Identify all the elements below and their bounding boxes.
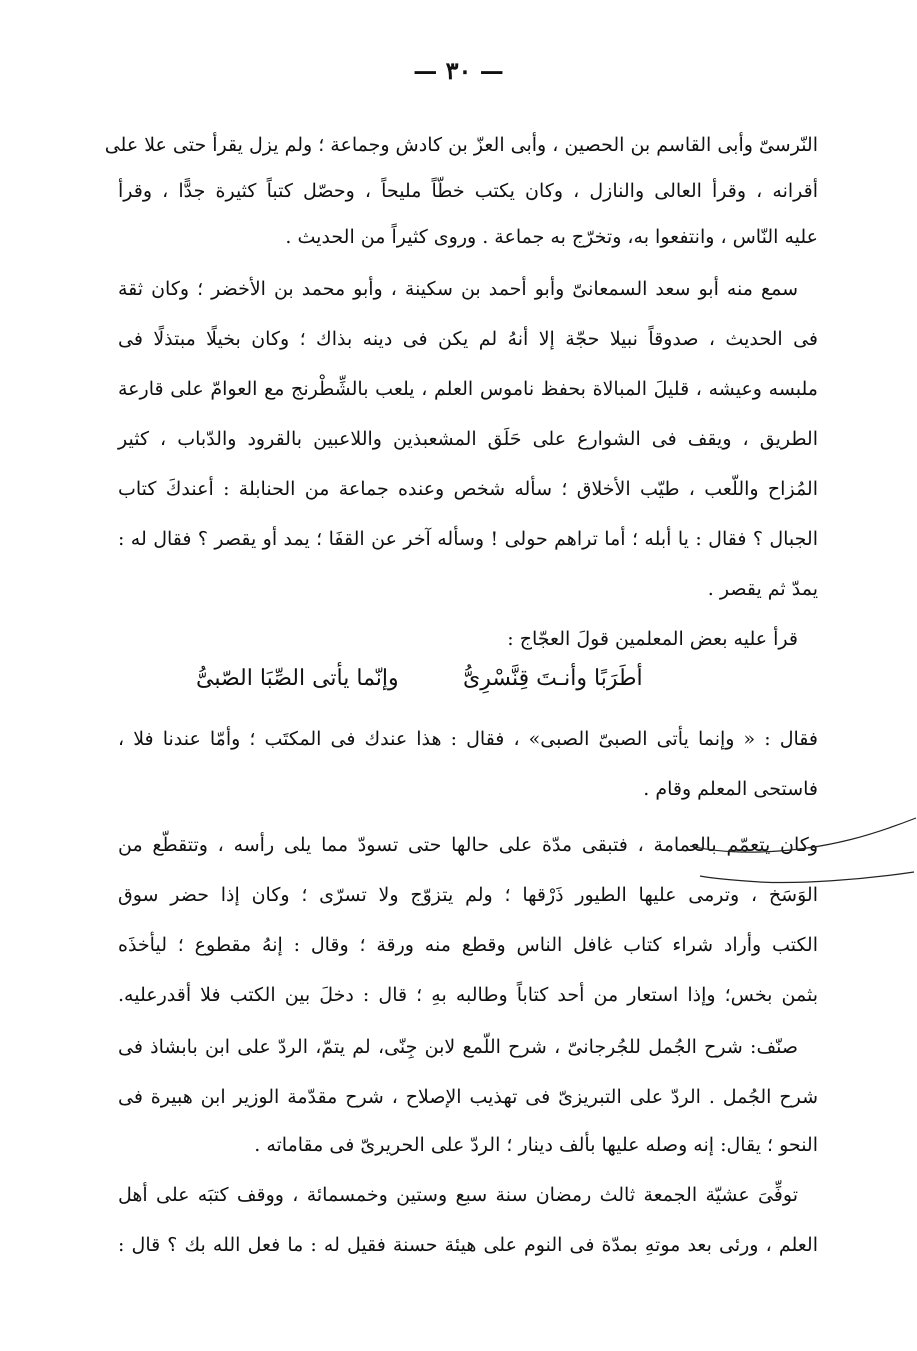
text-line: أقرانه ، وقرأ العالى والنازل ، وكان يكتب خطّاً مليحاً ، وحصّل كتباً كثيرة جدًّا ، وقرأ — [118, 180, 818, 202]
verse-first-hemistich: أطَرَبًا وأنـتَ قِنَّسْرِىُّ — [463, 666, 643, 691]
text-line: الجبال ؟ فقال : يا أبله ؛ أما تراهم حولى ! وسأله آخر عن القفَا ؛ يمد أو يقصر ؟ فقال له : — [118, 528, 818, 550]
text-line: ملبسه وعيشه ، قليلَ المبالاة بحفظ ناموس العلم ، يلعب بالشِّطْرنج مع العوامّ على قارعة — [118, 378, 818, 400]
text-line: النّرسىّ وأبى القاسم بن الحصين ، وأبى العزّ بن كادش وجماعة ؛ ولم يزل يقرأ حتى علا على — [104, 134, 818, 156]
text-line: صنّف: شرح الجُمل للجُرجانىّ ، شرح اللّمع لابن جِنّى، لم يتمّ، الردّ على ابن بابشاذ فى — [118, 1036, 798, 1058]
text-line: فقال : « وإنما يأتى الصبىّ الصبى» ، فقال : هذا عندك فى المكتَب ؛ وأمّا عندنا فلا ، — [118, 728, 818, 750]
text-line: وكان يتعمّم بالعمامة ، فتبقى مدّة على حالها حتى تسودّ مما يلى رأسه ، وتتقطّع من — [118, 834, 818, 856]
text-line: قرأ عليه بعض المعلمين قولَ العجّاج : — [507, 628, 798, 650]
text-line: فى الحديث ، صدوقاً نبيلا حجّة إلا أنهُ لم يكن فى دينه بذاك ؛ وكان بخيلًا مبتذلًا فى — [118, 328, 818, 350]
text-line: المُزاح واللّعب ، طيّب الأخلاق ؛ سأله شخص وعنده جماعة من الحنابلة : أعندكَ كتاب — [118, 478, 818, 500]
page-number: — ٣٠ — — [413, 56, 504, 85]
text-line: شرح الجُمل . الردّ على التبريزىّ فى تهذيب الإصلاح ، شرح مقدّمة الوزير ابن هبيرة فى — [118, 1086, 818, 1108]
text-line: النحو ؛ يقال: إنه وصله عليها بألف دينار ؛ الردّ على الحريرىّ فى مقاماته . — [254, 1134, 818, 1156]
text-line: الطريق ، ويقف فى الشوارع على حَلَق المشعبذين واللاعبين بالقرود والدّباب ، كثير — [118, 428, 818, 450]
text-line: فاستحى المعلم وقام . — [643, 778, 818, 800]
text-line: عليه النّاس ، وانتفعوا به، وتخرّج به جماعة . وروى كثيراً من الحديث . — [285, 226, 818, 248]
text-line: العلم ، ورئى بعد موتهِ بمدّة فى النوم على هيئة حسنة فقيل له : ما فعل الله بك ؟ قال : — [118, 1234, 818, 1256]
text-line: توفِّىَ عشيّة الجمعة ثالث رمضان سنة سبع وستين وخمسمائة ، ووقف كتبَه على أهل — [118, 1184, 798, 1206]
text-line: الوَسَخ ، وترمى عليها الطيور ذَرْقها ؛ ولم يتزوّج ولا تسرّى ؛ وكان إذا حضر سوق — [118, 884, 818, 906]
text-line: سمع منه أبو سعد السمعانىّ وأبو أحمد بن سكينة ، وأبو محمد بن الأخضر ؛ وكان ثقة — [118, 278, 798, 300]
text-line: يمدّ ثم يقصر . — [707, 578, 818, 600]
text-line: بثمن بخس؛ وإذا استعار من أحد كتاباً وطالبه بهِ ؛ قال : دخلَ بين الكتب فلا أقدرعليه. — [118, 984, 818, 1006]
verse-second-hemistich: وإنّما يأتى الصِّبَا الصّبىُّ — [196, 666, 399, 691]
text-line: الكتب وأراد شراء كتاب غافل الناس وقطع منه ورقة ؛ وقال : إنهُ مقطوع ؛ ليأخذَه — [118, 934, 818, 956]
